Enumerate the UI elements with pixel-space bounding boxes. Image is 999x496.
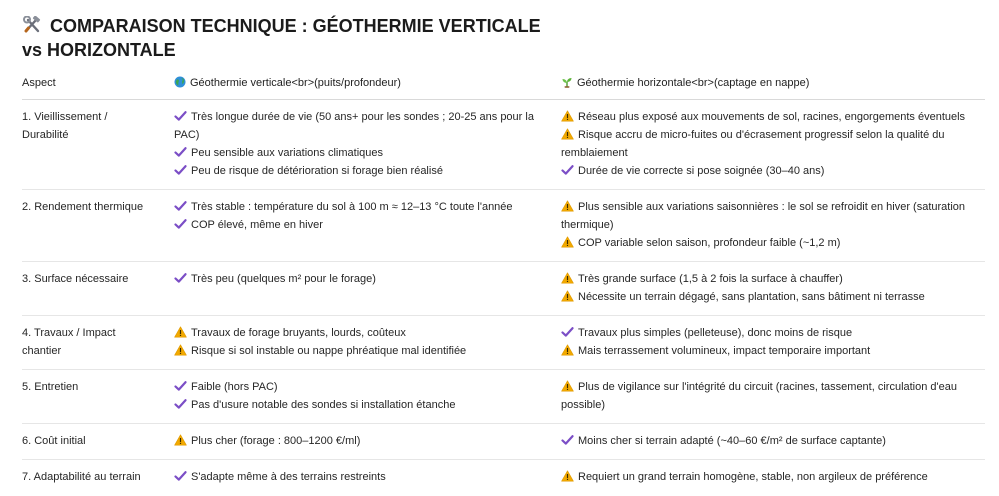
horizontal-text: Plus sensible aux variations saisonnières : le sol se refroidit en hiver (saturation [578,201,966,213]
warning-icon [561,344,574,356]
globe-icon [174,76,186,88]
warning-icon [561,380,574,392]
horizontal-text: COP variable selon saison, profondeur faible (~1,2 m) [578,237,841,249]
checkmark-icon [174,200,187,212]
checkmark-icon [174,272,187,284]
header-vertical-label: Géothermie verticale<br>(puits/profondeur) [190,77,401,89]
aspect-cell [22,370,174,424]
horizontal-cell [561,262,985,316]
horizontal-line [561,270,979,288]
horizontal-line [561,468,979,486]
header-vertical [174,72,561,100]
horizontal-cell [561,424,985,460]
horizontal-text: Plus de vigilance sur l'intégrité du circuit (racines, tassement, circulation d'eau possible) [561,381,957,411]
vertical-text: Travaux de forage bruyants, lourds, coûteux [191,327,406,339]
checkmark-icon [174,164,187,176]
aspect-label: 5. Entretien [22,381,79,393]
horizontal-text: Mais terrassement volumineux, impact temporaire important [578,345,871,357]
horizontal-line [561,324,979,342]
aspect-cell [22,262,174,316]
vertical-line [174,342,555,360]
horizontal-line [561,288,979,306]
warning-icon [174,434,187,446]
horizontal-text: Durée de vie correcte si pose soignée (30–40 ans) [578,165,825,177]
aspect-label: 2. Rendement thermique [22,201,144,213]
horizontal-text: remblaiement [561,147,628,159]
vertical-cell [174,460,561,496]
horizontal-text: thermique) [561,219,614,231]
vertical-text: COP élevé, même en hiver [191,219,323,231]
horizontal-line [561,342,979,360]
table-row [22,262,985,316]
vertical-line [174,432,555,450]
table-row [22,316,985,370]
horizontal-line [561,234,979,252]
aspect-cell [22,424,174,460]
aspect-label: 4. Travaux / Impact [22,327,116,339]
table-row [22,424,985,460]
horizontal-line [561,198,979,216]
vertical-text: Peu de risque de détérioration si forage bien réalisé [191,165,443,177]
vertical-cell [174,316,561,370]
header-aspect: Aspect [22,72,174,100]
vertical-line [174,396,555,414]
vertical-line [174,468,555,486]
horizontal-text: Très grande surface (1,5 à 2 fois la surface à chauffer) [578,273,843,285]
vertical-line [174,108,555,144]
vertical-text: Très stable : température du sol à 100 m ≈ 12–13 °C toute l'année [191,201,513,213]
warning-icon [561,200,574,212]
warning-icon [561,110,574,122]
warning-icon [561,128,574,140]
vertical-cell [174,100,561,190]
aspect-label: 6. Coût initial [22,435,86,447]
table-row [22,370,985,424]
horizontal-text: Risque accru de micro-fuites ou d'écrasement progressif selon la qualité du [578,129,945,141]
vertical-line [174,162,555,180]
vertical-text: Très longue durée de vie (50 ans+ pour les sondes ; 20-25 ans pour la PAC) [174,111,534,141]
horizontal-text: Travaux plus simples (pelleteuse), donc moins de risque [578,327,853,339]
aspect-cell [22,460,174,496]
checkmark-icon [174,380,187,392]
table-row [22,460,985,496]
horizontal-line [561,162,979,180]
vertical-text: Très peu (quelques m² pour le forage) [191,273,376,285]
warning-icon [174,326,187,338]
aspect-label: 7. Adaptabilité au terrain [22,471,141,483]
vertical-text: S'adapte même à des terrains restreints [191,471,386,483]
vertical-cell [174,370,561,424]
horizontal-cell [561,190,985,262]
vertical-line [174,216,555,234]
horizontal-line [561,126,979,144]
vertical-line [174,270,555,288]
checkmark-icon [561,434,574,446]
vertical-line [174,324,555,342]
horizontal-line [561,378,979,414]
vertical-text: Risque si sol instable ou nappe phréatique mal identifiée [191,345,467,357]
checkmark-icon [174,470,187,482]
vertical-cell [174,190,561,262]
horizontal-cell [561,100,985,190]
page-title-text: COMPARAISON TECHNIQUE : GÉOTHERMIE VERTICALE vs HORIZONTALE [22,16,541,60]
page-title [22,14,562,62]
checkmark-icon [174,110,187,122]
table-row [22,190,985,262]
seedling-icon [561,76,573,88]
vertical-text: Pas d'usure notable des sondes si installation étanche [191,399,456,411]
aspect-cell [22,316,174,370]
horizontal-cell [561,370,985,424]
checkmark-icon [561,164,574,176]
vertical-cell [174,424,561,460]
header-horizontal-label: Géothermie horizontale<br>(captage en nappe) [577,77,810,89]
horizontal-text: Requiert un grand terrain homogène, stable, non argileux de préférence [578,471,928,483]
horizontal-line [561,432,979,450]
aspect-label: Durabilité [22,129,69,141]
table-header-row [22,72,985,100]
vertical-cell [174,262,561,316]
aspect-cell [22,190,174,262]
vertical-text: Peu sensible aux variations climatiques [191,147,383,159]
vertical-text: Plus cher (forage : 800–1200 €/ml) [191,435,361,447]
warning-icon [174,344,187,356]
horizontal-cell [561,316,985,370]
checkmark-icon [561,326,574,338]
vertical-line [174,144,555,162]
header-horizontal [561,72,985,100]
hammer-and-wrench-icon [22,16,42,34]
vertical-line [174,198,555,216]
horizontal-text: Nécessite un terrain dégagé, sans plantation, sans bâtiment ni terrasse [578,291,925,303]
table-body [22,100,985,496]
warning-icon [561,470,574,482]
comparison-table [22,72,985,495]
horizontal-line [561,144,979,162]
vertical-line [174,378,555,396]
checkmark-icon [174,146,187,158]
aspect-cell [22,100,174,190]
horizontal-line [561,108,979,126]
horizontal-cell [561,460,985,496]
warning-icon [561,272,574,284]
warning-icon [561,290,574,302]
horizontal-text: Réseau plus exposé aux mouvements de sol, racines, engorgements éventuels [578,111,966,123]
aspect-label: 3. Surface nécessaire [22,273,129,285]
aspect-label: chantier [22,345,62,357]
table-row [22,100,985,190]
checkmark-icon [174,398,187,410]
checkmark-icon [174,218,187,230]
horizontal-line [561,216,979,234]
aspect-label: 1. Vieillissement / [22,111,108,123]
warning-icon [561,236,574,248]
horizontal-text: Moins cher si terrain adapté (~40–60 €/m² de surface captante) [578,435,886,447]
vertical-text: Faible (hors PAC) [191,381,278,393]
